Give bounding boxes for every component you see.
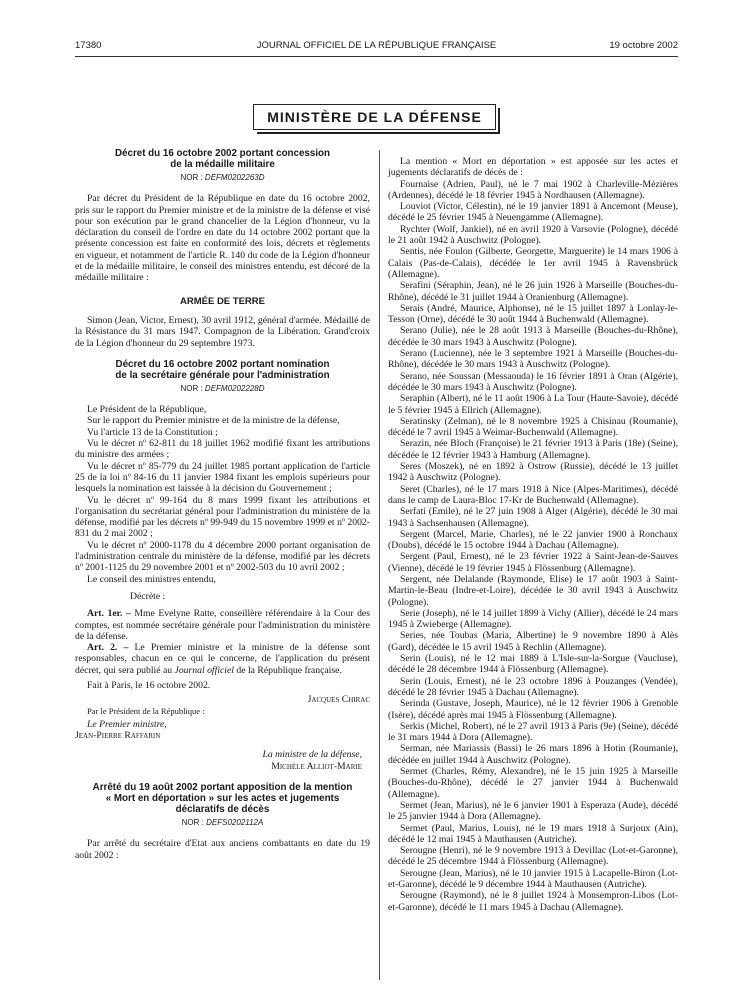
list-item: Sermet (Jean, Marius), né le 6 janvier 1901 à Esperaza (Aude), décédé le 25 janvier 1944 à Dora (Allemagne). xyxy=(388,799,678,823)
decree-medaille-militaire xyxy=(75,148,370,349)
nor-value: DEFM0202263D xyxy=(204,173,265,182)
list-item: Serman, née Mariassis (Bassi) le 26 mars 1896 à Hotin (Roumanie), décédée en juillet 1944 à Auschwitz (Pologne). xyxy=(388,743,678,766)
visa-paragraph: Le conseil des ministres entendu, xyxy=(87,573,216,585)
issue-date: 19 octobre 2002 xyxy=(609,40,678,51)
recipient-entry: Simon (Jean, Victor, Ernest), 30 avril 1912, général d'armée. Médaillé de la Résistance du 31 mars 1947. Compagnon de la Libération. Grand'croix de la Légion d'honneur du 29 septembre 1973. xyxy=(75,314,370,349)
decree-title xyxy=(75,359,370,381)
article-2-text-b: de la République française. xyxy=(234,664,342,676)
list-item: Series, née Toubas (Maria, Albertine) le 9 novembre 1890 à Alès (Gard), décédée le 15 avril 1945 à Rechlin (Allemagne). xyxy=(388,630,678,653)
column-divider xyxy=(379,150,380,980)
list-item: Seres (Moszek), né en 1892 à Ostrow (Russie), décédé le 13 juillet 1942 à Auschwitz (Pologne). xyxy=(388,461,678,484)
list-item: Serais (André, Maurice, Alphonse), né le 15 juillet 1897 à Lonlay-le-Tesson (Orne), décédé le 30 août 1944 à Buchenwald (Allemagne). xyxy=(388,302,678,326)
list-item: Serazin, née Bloch (Françoise) le 21 février 1913 à Paris (18e) (Seine), décédée le 12 février 1943 à Hamburg (Allemagne). xyxy=(388,438,678,461)
pm-title: Le Premier ministre, xyxy=(87,718,167,730)
ministry-heading: MINISTÈRE DE LA DÉFENSE xyxy=(253,104,496,130)
nor-value: DEFS0202112A xyxy=(206,818,264,828)
header-rule xyxy=(75,56,678,57)
decrete-label: Décrète : xyxy=(130,590,166,602)
article-2-label: Art. 2. – xyxy=(87,642,129,654)
decree-title-line: déclaratifs de décès xyxy=(175,804,270,816)
list-item: Seraphin (Albert), né le 11 août 1906 à La Tour (Haute-Savoie), décédé le 5 février 1945 à Ellrich (Allemagne). xyxy=(388,393,678,416)
list-item: Serin (Louis, Ernest), né le 23 octobre 1896 à Pouzanges (Vendée), décédé le 28 février 1945 à Dachau (Allemagne). xyxy=(388,675,678,698)
article-2-text-a: Le Premier ministre et la ministre de la défense sont responsables, chacun en ce qui le concerne, de l'application du présent décret, qui sera publié au xyxy=(75,642,370,676)
visa-paragraph: Vu le décret nº 85-779 du 24 juillet 1985 portant application de l'article 25 de la loi nº 84-16 du 11 janvier 1984 fixant les emplois supérieurs pour lesquels la nomination est laissée à la décision du Gouvernement ; xyxy=(75,460,370,495)
minister-title: La ministre de la défense, xyxy=(262,749,362,761)
list-item: Serano, née Soussan (Messaouda) le 16 février 1891 à Oran (Algérie), décédée le 30 mars 1943 à Auschwitz (Pologne). xyxy=(388,370,678,393)
journal-title: JOURNAL OFFICIEL DE LA RÉPUBLIQUE FRANÇAISE xyxy=(256,40,497,51)
nor-reference xyxy=(75,172,370,183)
visa-paragraph: Vu le décret nº 99-164 du 8 mars 1999 fixant les attributions et l'organisation du secrétariat général pour l'administration du ministère de la défense, modifié par les décrets nº 99-949 du 15 novembre 1999 et nº 2002-831 du 2 mai 2002 ; xyxy=(75,494,370,540)
visa-paragraph: Vu le décret nº 62-811 du 18 juillet 1962 modifié fixant les attributions du ministre des armées ; xyxy=(75,438,370,461)
list-item: Serin (Louis), né le 12 mai 1889 à L'Isle-sur-la-Sorgue (Vaucluse), décédé le 28 décembre 1944 à Flössenburg (Allemagne). xyxy=(388,653,678,676)
visa-paragraph: Vu le décret nº 2000-1178 du 4 décembre 2000 portant organisation de l'administration centrale du ministère de la défense, modifié par les décrets nº 2001-1125 du 29 novembre 2001 et nº 2002-503 du 10 avril 2002 ; xyxy=(75,539,370,574)
nor-label: NOR : xyxy=(180,383,205,393)
pm-name: Jean-Pierre Raffarin xyxy=(75,730,161,742)
list-item: Serougne (Henri), né le 9 novembre 1913 à Devillac (Lot-et-Garonne), décédé le 25 décembre 1944 à Flössenburg (Allemagne). xyxy=(388,845,678,868)
section-heading: ARMÉE DE TERRE xyxy=(180,295,265,307)
par-le-president: Par le Président de la République : xyxy=(87,705,205,716)
article-1 xyxy=(75,608,370,642)
signatory: Jacques Chirac xyxy=(307,694,370,706)
list-item: Sermet (Paul, Marius, Louis), né le 19 mars 1918 à Surjoux (Ain), décédé le 12 mai 1945 à Mauthausen (Autriche). xyxy=(388,822,678,845)
visa-paragraph: Vu l'article 13 de la Constitution ; xyxy=(87,426,218,438)
right-column xyxy=(388,156,678,913)
page-number: 17380 xyxy=(75,40,102,51)
decree-title-line: Décret du 16 octobre 2002 portant nomination xyxy=(115,358,330,370)
done-at: Fait à Paris, le 16 octobre 2002. xyxy=(87,679,211,691)
list-item: Sermet (Charles, Rémy, Alexandre), né le 15 juin 1925 à Marseille (Bouches-du-Rhône), décédé le 27 janvier 1944 à Buchenwald (Allemagne). xyxy=(388,766,678,800)
list-item: Serinda (Gustave, Joseph, Maurice), né le 12 février 1906 à Grenoble (Isère), décédé après mai 1945 à Flössenburg (Allemagne). xyxy=(388,698,678,721)
decree-title-line: Arrêté du 19 août 2002 portant apposition de la mention xyxy=(92,782,353,794)
article-1-text: Mme Evelyne Ratte, conseillère référendaire à la Cour des comptes, est nommée secrétaire générale pour l'administration du ministère de la défense. xyxy=(75,608,370,642)
list-item: Serougne (Jean, Marius), né le 10 janvier 1915 à Lacapelle-Biron (Lot-et-Garonne), décédé le 9 décembre 1944 à Mauthausen (Autriche). xyxy=(388,867,678,890)
decree-nomination xyxy=(75,359,370,772)
visa-paragraph: Le Président de la République, xyxy=(87,404,207,416)
list-item: Serkis (Michel, Robert), né le 27 avril 1913 à Paris (9e) (Seine), décédé le 31 mars 1944 à Dora (Allemagne). xyxy=(388,720,678,744)
list-item: Serfati (Emile), né le 27 juin 1908 à Alger (Algérie), décédé le 30 mai 1943 à Sachsenhausen (Allemagne). xyxy=(388,506,678,529)
nor-label: NOR : xyxy=(180,173,205,182)
decree-title xyxy=(75,148,370,170)
article-2 xyxy=(75,642,370,676)
list-item: Serie (Joseph), né le 14 juillet 1899 à Vichy (Allier), décédé le 24 mars 1945 à Zwieberge (Allemagne). xyxy=(388,607,678,631)
list-item: Seret (Charles), né le 17 mars 1918 à Nice (Alpes-Maritimes), décédé dans le camp de Laura-Bloc 17-Kr de Buchenwald (Allemagne). xyxy=(388,483,678,506)
deportation-intro: La mention « Mort en déportation » est apposée sur les actes et jugements déclaratifs de décès de : xyxy=(388,156,678,179)
list-item: Rychter (Wolf, Jankiel), né en avril 1920 à Varsovie (Pologne), décédé le 21 août 1942 à Auschwitz (Pologne). xyxy=(388,223,678,247)
list-item: Sergent (Marcel, Marie, Charles), né le 22 janvier 1900 à Ronchaux (Doubs), décédé le 15 octobre 1944 à Dachau (Allemagne). xyxy=(388,528,678,552)
list-item: Serano (Julie), née le 28 août 1913 à Marseille (Bouches-du-Rhône), décédée le 30 mars 1943 à Auschwitz (Pologne). xyxy=(388,325,678,348)
page-header xyxy=(75,40,678,54)
list-item: Serafini (Séraphin, Jean), né le 26 juin 1926 à Marseille (Bouches-du-Rhône), décédé le 31 juillet 1944 à Oranienburg (Allemagne). xyxy=(388,280,678,303)
list-item: Sentis, née Foulon (Gilberte, Georgette, Marguerite) le 14 mars 1906 à Calais (Pas-de-Calais), décédée le 1er avril 1945 à Ravensbrück (Allemagne). xyxy=(388,246,678,280)
decree-title xyxy=(75,782,370,815)
list-item: Seratinsky (Zelman), né le 8 novembre 1925 à Chisinau (Roumanie), décédé le 7 avril 1945 à Weimar-Buchenwald (Allemagne). xyxy=(388,415,678,439)
list-item: Sergent (Paul, Ernest), né le 23 février 1922 à Saint-Jean-de-Sauves (Vienne), décédé le 19 février 1945 à Flössenburg (Allemagne). xyxy=(388,551,678,574)
arrete-body: Par arrêté du secrétaire d'Etat aux anciens combattants en date du 19 août 2002 : xyxy=(75,838,370,861)
arrete-mort-en-deportation xyxy=(75,782,370,861)
article-2-journal-ref: Journal officiel xyxy=(174,664,234,676)
decree-title-line: Décret du 16 octobre 2002 portant concession xyxy=(114,148,331,159)
deportation-list xyxy=(388,179,678,913)
list-item: Serano (Lucienne), née le 3 septembre 1921 à Marseille (Bouches-du-Rhône), décédée le 30 mars 1943 à Auschwitz (Pologne). xyxy=(388,348,678,371)
nor-value: DEFM0202228D xyxy=(204,383,265,393)
article-1-label: Art. 1er. – xyxy=(87,608,131,620)
decree-title-line: de la médaille militaire xyxy=(170,159,275,170)
nor-reference xyxy=(75,817,370,828)
decree-body: Par décret du Président de la République en date du 16 octobre 2002, pris sur le rapport du Premier ministre et de la ministre de la défense et visé pour son exécution par le grand chancelier de la Légion d'honneur, vu la déclaration du conseil de l'ordre en date du 14 octobre 2002 portant que la présente concession est faite en conformité des lois, décrets et règlements en vigueur, et notamment de l'article R. 140 du code de la Légion d'honneur et de la médaille militaire, le conseil des ministres entendu, est décoré de la médaille militaire : xyxy=(75,193,370,284)
visa-paragraph: Sur le rapport du Premier ministre et de la ministre de la défense, xyxy=(87,415,340,427)
list-item: Serougne (Raymond), né le 8 juillet 1924 à Monsempron-Libos (Lot-et-Garonne), décédé le 11 mars 1945 à Dachau (Allemagne). xyxy=(388,890,678,913)
list-item: Fournaise (Adrien, Paul), né le 7 mai 1902 à Charleville-Mézières (Ardennes), décédé le 18 février 1945 à Nordhausen (Allemagne). xyxy=(388,178,678,201)
nor-label: NOR : xyxy=(181,818,207,828)
minister-name: Michèle Alliot-Marie xyxy=(271,760,362,772)
decree-title-line: « Mort en déportation » sur les actes et jugements xyxy=(105,793,340,805)
nor-reference xyxy=(75,383,370,394)
left-column xyxy=(75,148,370,861)
list-item: Sergent, née Delalande (Raymonde, Elise) le 17 août 1903 à Saint-Martin-le-Beau (Indre-et-Loire), décédée le 30 avril 1943 à Auschwitz (Pologne). xyxy=(388,573,678,608)
list-item: Louviot (Victor, Célestin), né le 19 janvier 1891 à Ancemont (Meuse), décédé le 25 février 1945 à Neuengamme (Allemagne). xyxy=(388,201,678,224)
decree-title-line: de la secrétaire générale pour l'administration xyxy=(115,369,330,381)
